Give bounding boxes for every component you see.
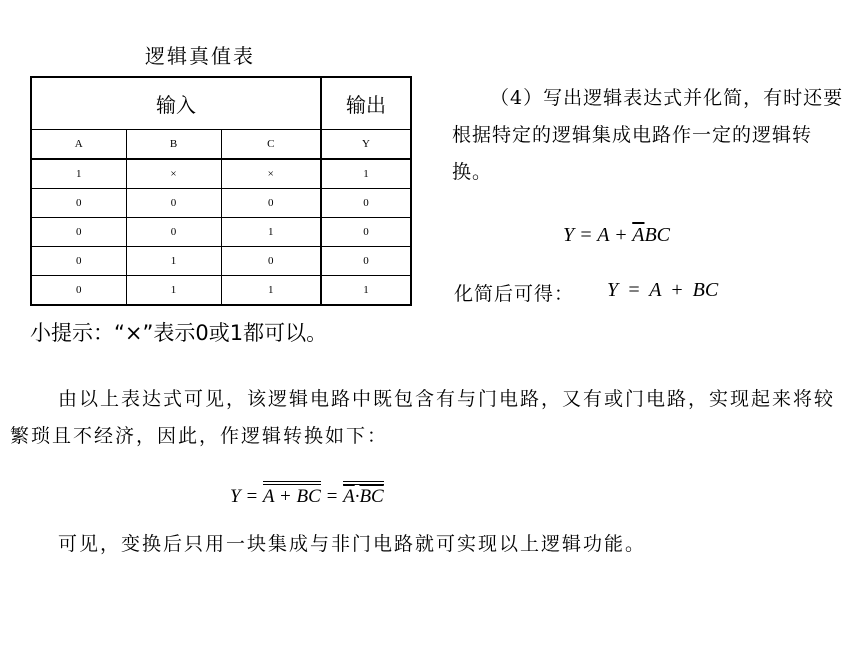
conclusion-paragraph: 可见，变换后只用一块集成与非门电路就可实现以上逻辑功能。 xyxy=(58,533,647,555)
formula-negated-term: $\overline{A}$ xyxy=(632,224,645,246)
simplify-label: 化简后可得： xyxy=(454,283,575,305)
table-cell: 0 xyxy=(221,189,321,218)
table-cell: 1 xyxy=(221,276,321,306)
table-cell: 0 xyxy=(31,276,126,306)
formula-negated-a: $\overline{A}$ xyxy=(343,486,355,507)
table-cell: 0 xyxy=(321,218,411,247)
output-header: 输出 xyxy=(321,77,411,130)
formula-rest: BC xyxy=(644,224,671,246)
double-negation xyxy=(343,481,384,508)
table-row xyxy=(31,276,411,306)
body-paragraph: 由以上表达式可见，该逻辑电路中既包含有与门电路，又有或门电路，实现起来将较繁琐且不经济，因此，作逻辑转换如下： xyxy=(10,388,836,447)
table-row xyxy=(31,189,411,218)
formula-dot: · xyxy=(354,486,360,507)
double-negation xyxy=(263,481,321,508)
column-header-c: C xyxy=(221,130,321,160)
truth-table xyxy=(30,76,412,306)
table-cell: 0 xyxy=(126,189,221,218)
table-row xyxy=(31,159,411,189)
table-row xyxy=(31,218,411,247)
table-cell: 0 xyxy=(31,247,126,276)
formula-negated-bc: $\overline{BC}$ xyxy=(359,486,384,507)
table-cell: 1 xyxy=(321,159,411,189)
table-cell: 0 xyxy=(221,247,321,276)
formula-transformed xyxy=(230,481,384,508)
column-header-y: Y xyxy=(321,130,411,160)
formula-equals: = xyxy=(320,486,344,507)
table-cell: × xyxy=(221,159,321,189)
table-cell: 0 xyxy=(126,218,221,247)
column-header-b: B xyxy=(126,130,221,160)
formula-inner: A + BC xyxy=(262,486,321,507)
input-header: 输入 xyxy=(31,77,321,130)
table-cell: 1 xyxy=(321,276,411,306)
formula-lhs: Y = A + xyxy=(563,224,633,246)
table-cell: 1 xyxy=(126,247,221,276)
table-cell: 0 xyxy=(321,247,411,276)
formula-simplified: Y = A + BC xyxy=(607,279,719,301)
table-row xyxy=(31,247,411,276)
formula-lhs: Y = xyxy=(230,486,263,507)
table-cell: 0 xyxy=(321,189,411,218)
formula-original xyxy=(563,224,670,247)
table-cell: 1 xyxy=(221,218,321,247)
table-cell: 0 xyxy=(31,218,126,247)
table-cell: 1 xyxy=(31,159,126,189)
tip-note: 小提示：“×”表示0或1都可以。 xyxy=(30,321,328,345)
table-cell: 1 xyxy=(126,276,221,306)
step4-paragraph: （4）写出逻辑表达式并化简，有时还要根据特定的逻辑集成电路作一定的逻辑转换。 xyxy=(452,87,844,183)
column-header-a: A xyxy=(31,130,126,160)
table-cell: 0 xyxy=(31,189,126,218)
truth-table-title: 逻辑真值表 xyxy=(145,44,255,68)
table-cell: × xyxy=(126,159,221,189)
